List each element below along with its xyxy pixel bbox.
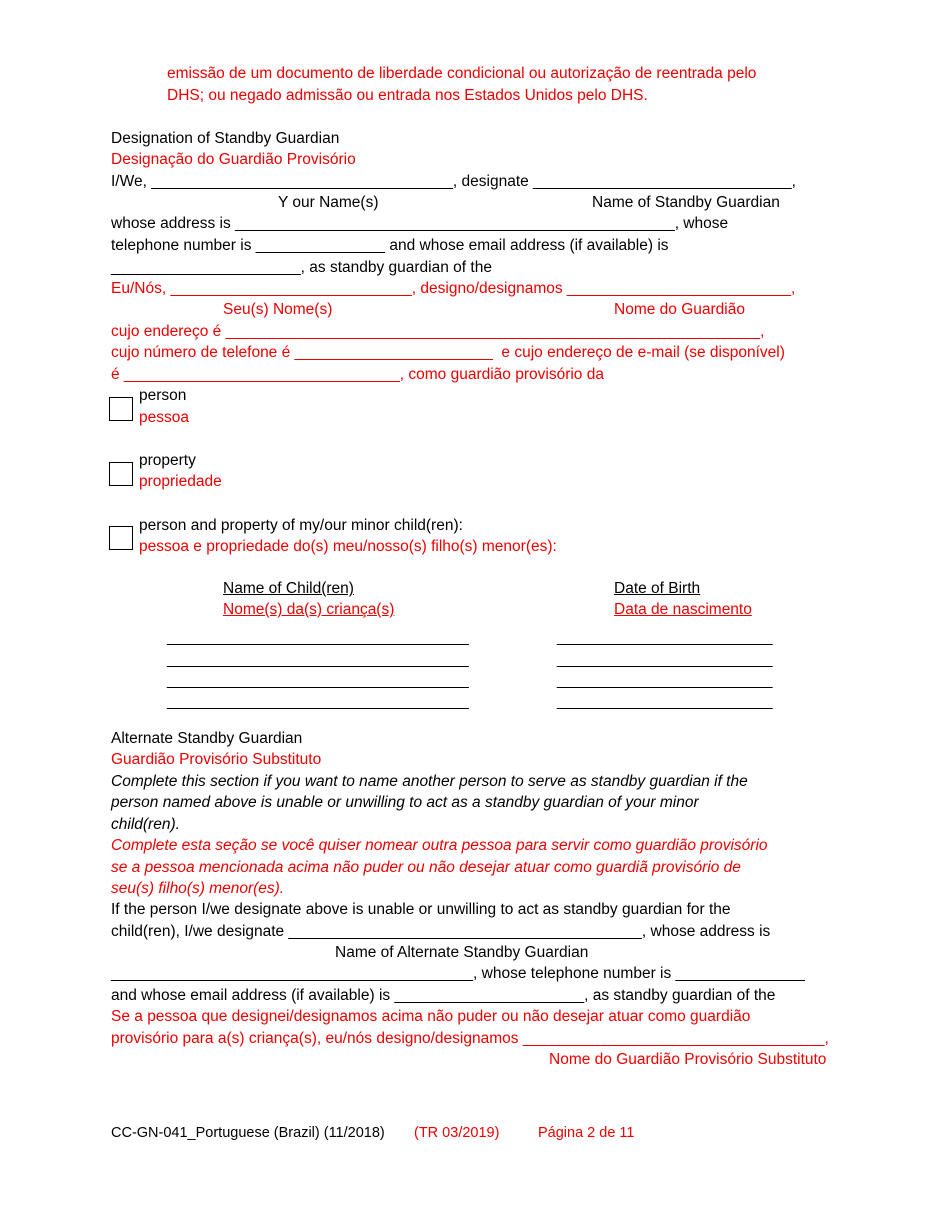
designation-pt-line-3: cujo número de telefone é _______________________ e cujo endereço de e-mail (se disponível) (111, 344, 785, 361)
designation-heading-en: Designation of Standby Guardian (111, 130, 340, 147)
caption-your-names: Y our Name(s) (278, 194, 379, 211)
designation-en-line-2: whose address is ___________________________________________________, whose (111, 215, 729, 232)
alternate-en-line-2: child(ren), I/we designate _________________________________________, whose address is (111, 923, 771, 940)
caption-seus-nomes: Seu(s) Nome(s) (223, 301, 333, 318)
option-both-pt: pessoa e propriedade do(s) meu/nosso(s) filho(s) menor(es): (139, 538, 557, 555)
alternate-heading-en: Alternate Standby Guardian (111, 730, 303, 747)
child-name-blank[interactable]: ___________________________________ (167, 651, 469, 668)
alternate-en-line-3: __________________________________________, whose telephone number is _______________ (111, 965, 805, 982)
designation-en-line-4: ______________________, as standby guardian of the (111, 259, 492, 276)
designation-en-line-3: telephone number is _______________ and whose email address (if available) is (111, 237, 669, 254)
footer-translation-revision: (TR 03/2019) (414, 1125, 500, 1141)
alternate-instruction-en-1: Complete this section if you want to name another person to serve as standby guardian if the (111, 773, 748, 790)
designation-pt-line-4: é ________________________________, como guardião provisório da (111, 366, 604, 383)
alternate-en-line-4: and whose email address (if available) is ______________________, as standby guardian of the (111, 987, 776, 1004)
child-name-blank[interactable]: ___________________________________ (167, 693, 469, 710)
child-dob-blank[interactable]: _________________________ (557, 693, 773, 710)
child-name-blank[interactable]: ___________________________________ (167, 672, 469, 689)
caption-standby-guardian: Name of Standby Guardian (592, 194, 780, 211)
child-dob-blank[interactable]: _________________________ (557, 629, 773, 646)
caption-guardiao-substituto: Nome do Guardião Provisório Substituto (549, 1051, 827, 1068)
designation-heading-pt: Designação do Guardião Provisório (111, 151, 356, 168)
designation-pt-line-1: Eu/Nós, ____________________________, designo/designamos __________________________, (111, 280, 796, 297)
col-header-dob-pt: Data de nascimento (614, 601, 752, 618)
child-name-blank[interactable]: ___________________________________ (167, 629, 469, 646)
option-person-en: person (139, 387, 187, 404)
alternate-instruction-en-2: person named above is unable or unwilling to act as a standby guardian of your minor (111, 794, 699, 811)
caption-nome-guardiao: Nome do Guardião (614, 301, 745, 318)
intro-line-2: DHS; ou negado admissão ou entrada nos Estados Unidos pelo DHS. (167, 87, 648, 104)
alternate-heading-pt: Guardião Provisório Substituto (111, 751, 322, 768)
checkbox-person-and-property[interactable] (109, 526, 133, 550)
alternate-pt-line-2: provisório para a(s) criança(s), eu/nós designo/designamos ___________________________________, (111, 1030, 829, 1047)
caption-alternate-guardian: Name of Alternate Standby Guardian (335, 944, 589, 961)
designation-en-line-1: I/We, ___________________________________, designate ______________________________, (111, 173, 796, 190)
child-dob-blank[interactable]: _________________________ (557, 672, 773, 689)
footer-form-id: CC-GN-041_Portuguese (Brazil) (11/2018) (111, 1125, 385, 1141)
col-header-dob-en: Date of Birth (614, 580, 701, 597)
alternate-pt-line-1: Se a pessoa que designei/designamos acima não puder ou não desejar atuar como guardião (111, 1008, 751, 1025)
designation-pt-line-2: cujo endereço é ______________________________________________________________, (111, 323, 765, 340)
option-property-pt: propriedade (139, 473, 222, 490)
option-property-en: property (139, 452, 196, 469)
alternate-instruction-en-3: child(ren). (111, 816, 180, 833)
alternate-instruction-pt-3: seu(s) filho(s) menor(es). (111, 880, 285, 897)
option-person-pt: pessoa (139, 409, 189, 426)
checkbox-person[interactable] (109, 397, 133, 421)
footer-page-number: Página 2 de 11 (538, 1125, 635, 1141)
col-header-child-name-pt: Nome(s) da(s) criança(s) (223, 601, 395, 618)
col-header-child-name-en: Name of Child(ren) (223, 580, 354, 597)
alternate-instruction-pt-1: Complete esta seção se você quiser nomear outra pessoa para servir como guardião provisório (111, 837, 768, 854)
checkbox-property[interactable] (109, 462, 133, 486)
alternate-instruction-pt-2: se a pessoa mencionada acima não puder ou não desejar atuar como guardiã provisório de (111, 859, 741, 876)
alternate-en-line-1: If the person I/we designate above is unable or unwilling to act as standby guardian for the (111, 901, 731, 918)
child-dob-blank[interactable]: _________________________ (557, 651, 773, 668)
intro-line-1: emissão de um documento de liberdade condicional ou autorização de reentrada pelo (167, 65, 757, 82)
option-both-en: person and property of my/our minor child(ren): (139, 517, 463, 534)
